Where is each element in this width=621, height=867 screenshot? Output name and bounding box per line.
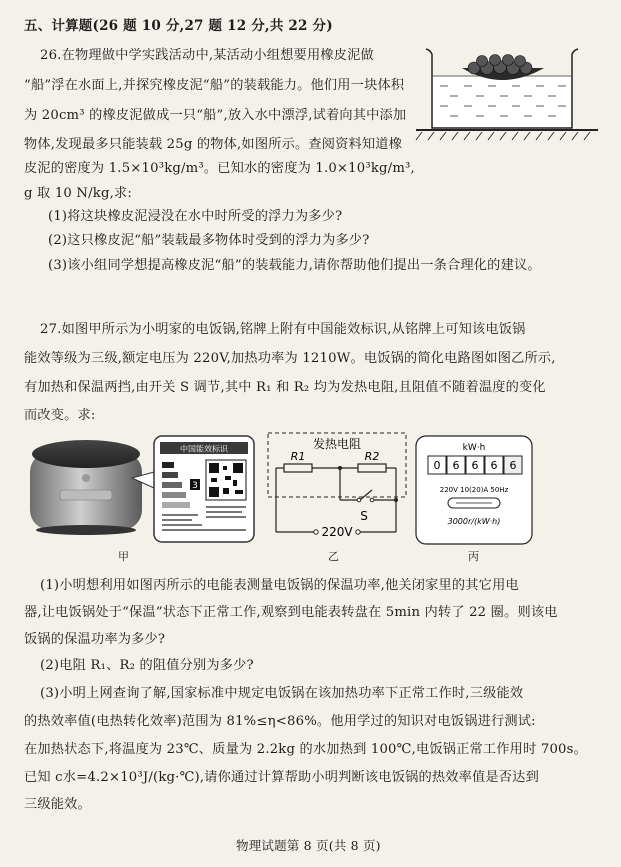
meter-digit: 6 xyxy=(452,459,460,472)
q27-sub: 器,让电饭锅处于“保温”状态下正常工作,观察到电能表转盘在 5min 内转了 22 圈。则该电 xyxy=(24,605,558,620)
r1-label: R1 xyxy=(290,450,306,463)
rice-cooker-figure xyxy=(20,430,260,548)
q27-line: 能效等级为三级,额定电压为 220V,加热功率为 1210W。电饭锅的简化电路图如图乙所示, xyxy=(24,351,556,366)
meter-digit: 0 xyxy=(433,459,441,472)
voltage-label: 220V xyxy=(321,525,353,539)
resistor-r2 xyxy=(358,464,386,472)
meter-digit: 6 xyxy=(471,459,479,472)
meter-spec: 220V 10(20)A 50Hz xyxy=(439,486,509,494)
energy-grade: 3 xyxy=(192,481,198,491)
q27-sub: 在加热状态下,将温度为 23℃、质量为 2.2kg 的水加热到 100℃,电饭锅正常工作用时 700s。 xyxy=(24,742,587,757)
q26-line: “船”浮在水面上,并探究橡皮泥“船”的装载能力。他们用一块体积 xyxy=(24,78,405,93)
q27-sub: (3)小明上网查询了解,国家标准中规定电饭锅在该加热功率下正常工作时,三级能效 xyxy=(40,686,524,701)
figure-label-yi: 乙 xyxy=(328,550,339,563)
r2-label: R2 xyxy=(364,450,380,463)
q26-line: 为 20cm³ 的橡皮泥做成一只“船”,放入水中漂浮,试着向其中添加 xyxy=(24,108,407,123)
resistor-r1 xyxy=(284,464,312,472)
q27-sub: 的热效率值(电热转化效率)范围为 81%≤η<86%。他用学过的知识对电饭锅进行测试: xyxy=(24,714,536,729)
rice-cooker-icon xyxy=(30,440,142,535)
meter-digit: 6 xyxy=(490,459,498,472)
energy-label-title: 中国能效标识 xyxy=(180,444,228,454)
q26-line: 物体,发现最多只能装载 25g 的物体,如图所示。查阅资料知道橡 xyxy=(24,137,403,152)
energy-meter-figure xyxy=(414,434,534,546)
q27-line: 有加热和保温两挡,由开关 S 调节,其中 R₁ 和 R₂ 均为发热电阻,且阻值不随着温度的变化 xyxy=(24,380,546,395)
page-footer: 物理试题第 8 页(共 8 页) xyxy=(236,838,381,853)
q26-line: g 取 10 N/kg,求: xyxy=(24,186,133,201)
q27-line: 27.如图甲所示为小明家的电饭锅,铭牌上附有中国能效标识,从铭牌上可知该电饭锅 xyxy=(40,322,526,337)
q27-sub: (2)电阻 R₁、R₂ 的阻值分别为多少? xyxy=(40,658,254,673)
meter-digit: 6 xyxy=(509,459,517,472)
q27-sub: 已知 c水=4.2×10³J/(kg·℃),请你通过计算帮助小明判断该电饭锅的热效率值是否达到 xyxy=(24,770,539,785)
qr-code-icon xyxy=(206,460,246,500)
q27-sub: 三级能效。 xyxy=(24,797,91,812)
meter-unit: kW·h xyxy=(462,443,486,453)
beaker-figure xyxy=(412,40,602,152)
q26-line: 皮泥的密度为 1.5×10³kg/m³。已知水的密度为 1.0×10³kg/m³, xyxy=(24,161,415,176)
q26-sub: (1)将这块橡皮泥浸没在水中时所受的浮力为多少? xyxy=(48,209,343,224)
q26-sub: (3)该小组同学想提高橡皮泥“船”的装载能力,请你帮助他们提出一条合理化的建议。 xyxy=(48,258,541,273)
q26-sub: (2)这只橡皮泥“船”装载最多物体时受到的浮力为多少? xyxy=(48,233,370,248)
switch-s xyxy=(360,490,372,500)
figure-label-jia: 甲 xyxy=(118,550,129,563)
figure-label-bing: 丙 xyxy=(468,550,479,563)
q27-sub: (1)小明想利用如图丙所示的电能表测量电饭锅的保温功率,他关闭家里的其它用电 xyxy=(40,578,519,593)
q27-sub: 饭锅的保温功率为多少? xyxy=(24,632,166,647)
switch-label: S xyxy=(360,509,368,523)
q26-line: 26.在物理做中学实践活动中,某活动小组想要用橡皮泥做 xyxy=(40,48,374,63)
circuit-title: 发热电阻 xyxy=(312,437,362,451)
circuit-figure xyxy=(262,430,412,548)
q27-line: 而改变。求: xyxy=(24,408,96,423)
section-heading: 五、计算题(26 题 10 分,27 题 12 分,共 22 分) xyxy=(24,18,333,34)
meter-rate: 3000r/(kW·h) xyxy=(447,517,501,526)
